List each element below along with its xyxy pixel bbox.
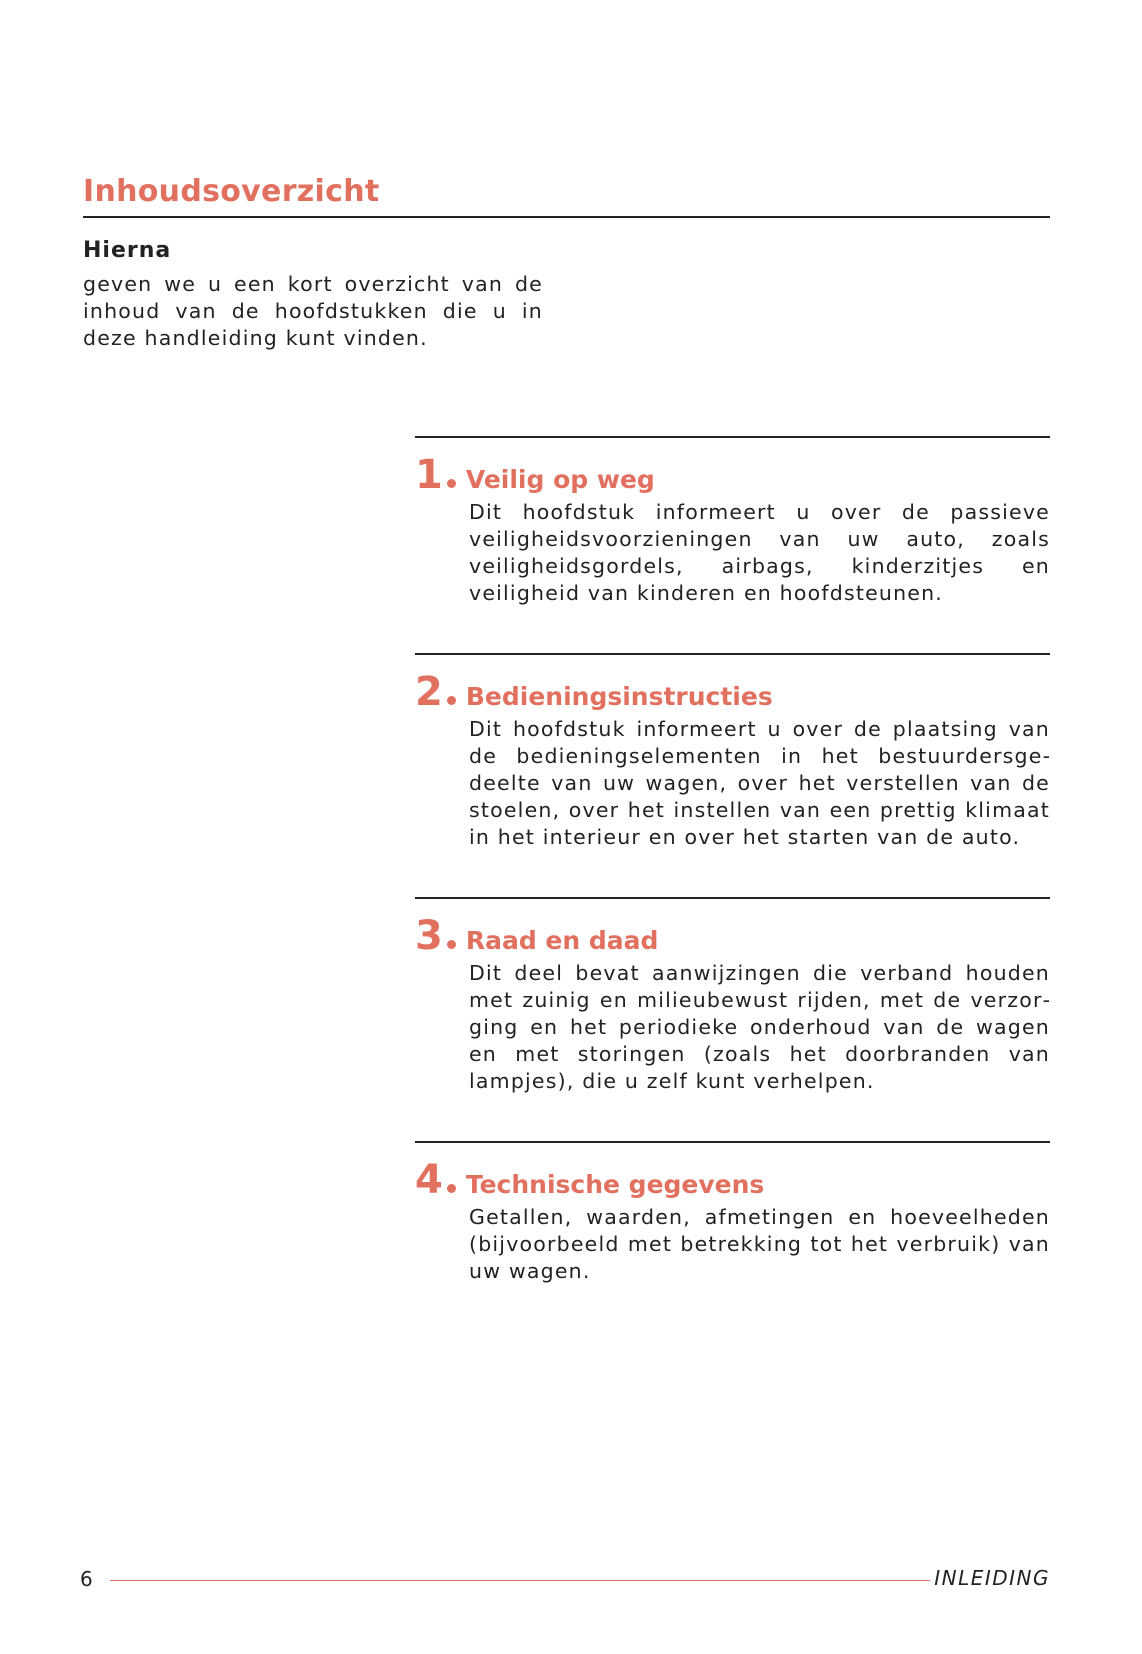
bullet-dot-icon <box>447 479 456 488</box>
chapter-divider <box>415 897 1050 899</box>
chapter-number: 3 <box>415 913 443 959</box>
bullet-dot-icon <box>447 696 456 705</box>
chapter-2 <box>415 653 1050 851</box>
bullet-dot-icon <box>447 1184 456 1193</box>
chapter-1 <box>415 436 1050 607</box>
chapter-title: Technische gegevens <box>465 1170 765 1199</box>
chapter-3 <box>415 897 1050 1095</box>
footer-divider <box>110 1580 930 1581</box>
chapter-heading <box>415 1158 1050 1202</box>
page-number: 6 <box>80 1567 93 1591</box>
page-title: Inhoudsoverzicht <box>83 174 380 209</box>
chapter-heading <box>415 453 1050 497</box>
chapter-title: Raad en daad <box>465 926 659 955</box>
chapter-heading <box>415 670 1050 714</box>
chapter-title: Veilig op weg <box>465 465 655 494</box>
chapter-description: Getallen, waarden, afmetingen en hoeveelheden (bijvoorbeeld met betrekking tot het verbruik) van uw wagen. <box>469 1205 1050 1283</box>
chapter-description: Dit deel bevat aanwijzingen die verband houden met zuinig en milieubewust rijden, met de verzorging en het periodieke onderhoud van de wagen en met storingen (zoals het doorbranden van lampjes), die u zelf kunt verhelpen. <box>469 961 1050 1093</box>
chapter-description: Dit hoofdstuk informeert u over de passieve veiligheidsvoorzieningen van uw auto, zoals veiligheidsgordels, airbags, kinderzitjes en veiligheid van kinderen en hoofdsteunen. <box>469 500 1050 605</box>
chapter-heading <box>415 914 1050 958</box>
footer-section-label: INLEIDING <box>934 1566 1050 1590</box>
title-divider <box>83 216 1050 218</box>
chapter-divider <box>415 436 1050 438</box>
chapter-number: 4 <box>415 1157 443 1203</box>
intro-text: geven we u een kort overzicht van de inhoud van de hoofdstukken die u in deze handleiding kunt vinden. <box>83 272 543 350</box>
chapter-number: 1 <box>415 452 443 498</box>
chapter-title: Bedieningsinstructies <box>465 682 773 711</box>
chapter-description: Dit hoofdstuk informeert u over de plaatsing van de bedieningselementen in het bestuurdersgedeelte van uw wagen, over het verstellen van de stoelen, over het instellen van een prettig klimaat in het interieur en over het starten van de auto. <box>469 717 1050 849</box>
chapter-divider <box>415 1141 1050 1143</box>
chapter-number: 2 <box>415 669 443 715</box>
intro-heading: Hierna <box>83 238 172 263</box>
bullet-dot-icon <box>447 940 456 949</box>
chapter-4 <box>415 1141 1050 1285</box>
chapter-divider <box>415 653 1050 655</box>
